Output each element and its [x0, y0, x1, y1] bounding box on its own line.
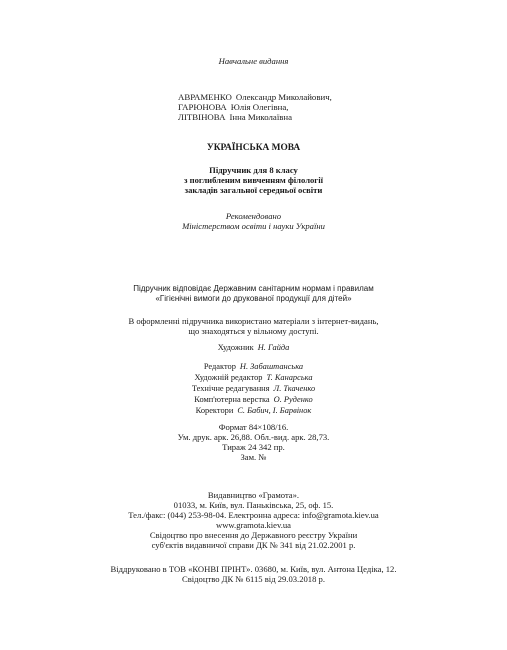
author-first-name: Інна Миколаївна [229, 112, 293, 122]
credit-line [0, 395, 507, 405]
credit-line [0, 406, 507, 416]
author-first-name: Олександр Миколайович, [235, 92, 332, 102]
author-3 [178, 112, 292, 122]
publisher-line: суб'єктів видавничої справи ДК № 341 від 21.02.2001 р. [151, 540, 356, 550]
artist-credit [0, 343, 507, 353]
credit-name: Л. Ткаченко [273, 384, 316, 393]
author-last-name: ГАРЮНОВА [178, 102, 227, 112]
printer-line: Свідоцтво ДК № 6115 від 29.03.2018 р. [182, 574, 325, 584]
credit-name: О. Руденко [273, 395, 313, 404]
credit-role: Художник [217, 343, 254, 352]
publisher-line: 01033, м. Київ, вул. Паньківська, 25, оф. 15. [173, 500, 334, 510]
credit-line [0, 384, 507, 394]
credit-role: Технічне редагування [191, 384, 270, 393]
recommended-line: Рекомендовано [225, 211, 282, 221]
author-2 [178, 102, 288, 112]
sanitary-line: «Гігієнічні вимоги до друкованої продукції для дітей» [155, 294, 352, 303]
print-format: Формат 84×108/16. [218, 422, 289, 432]
credit-role: Коректори [195, 406, 234, 415]
credit-role: Комп'ютерна верстка [194, 395, 270, 404]
publisher-line: Свідоцтво про внесення до Державного реєстру України [149, 530, 358, 540]
author-last-name: АВРАМЕНКО [178, 92, 232, 102]
internet-line: що знаходяться у вільному доступі. [188, 326, 319, 336]
print-sheets: Ум. друк. арк. 26,88. Обл.-вид. арк. 28,73. [177, 432, 330, 442]
publisher-line: Тел./факс: (044) 253-98-04. Електронна адреса: info@gramota.kiev.ua [128, 510, 379, 520]
credit-name: Н. Гайда [257, 343, 290, 352]
subtitle-line: Підручник для 8 класу [209, 165, 298, 175]
credit-line [0, 373, 507, 383]
author-last-name: ЛІТВІНОВА [178, 112, 226, 122]
subtitle-line: закладів загальної середньої освіти [184, 185, 323, 195]
credit-name: С. Бабич, І. Барвінок [237, 406, 312, 415]
author-first-name: Юлія Олегівна, [230, 102, 289, 112]
series-label: Навчальне видання [218, 56, 289, 66]
publisher-line: Видавництво «Грамота». [207, 490, 300, 500]
print-run: Тираж 24 342 пр. [222, 442, 285, 452]
sanitary-line: Підручник відповідає Державним санітарним нормам і правилам [133, 284, 374, 293]
author-1 [178, 92, 332, 102]
credit-role: Редактор [203, 362, 236, 371]
recommended-line: Міністерством освіти і науки України [182, 221, 325, 231]
publisher-line: www.gramota.kiev.ua [215, 520, 291, 530]
credit-line [0, 362, 507, 372]
credit-role: Художній редактор [194, 373, 263, 382]
internet-line: В оформленні підручника використано матеріали з інтернет-видань, [128, 316, 379, 326]
credit-name: Т. Канарська [266, 373, 313, 382]
credit-name: Н. Забаштанська [239, 362, 304, 371]
subtitle-line: з поглибленим вивченням філології [184, 175, 323, 185]
printer-line: Віддруковано в ТОВ «КОНВІ ПРІНТ». 03680, м. Київ, вул. Антона Цедіка, 12. [110, 564, 397, 574]
order-number: Зам. № [240, 452, 267, 462]
book-title: УКРАЇНСЬКА МОВА [206, 143, 301, 153]
